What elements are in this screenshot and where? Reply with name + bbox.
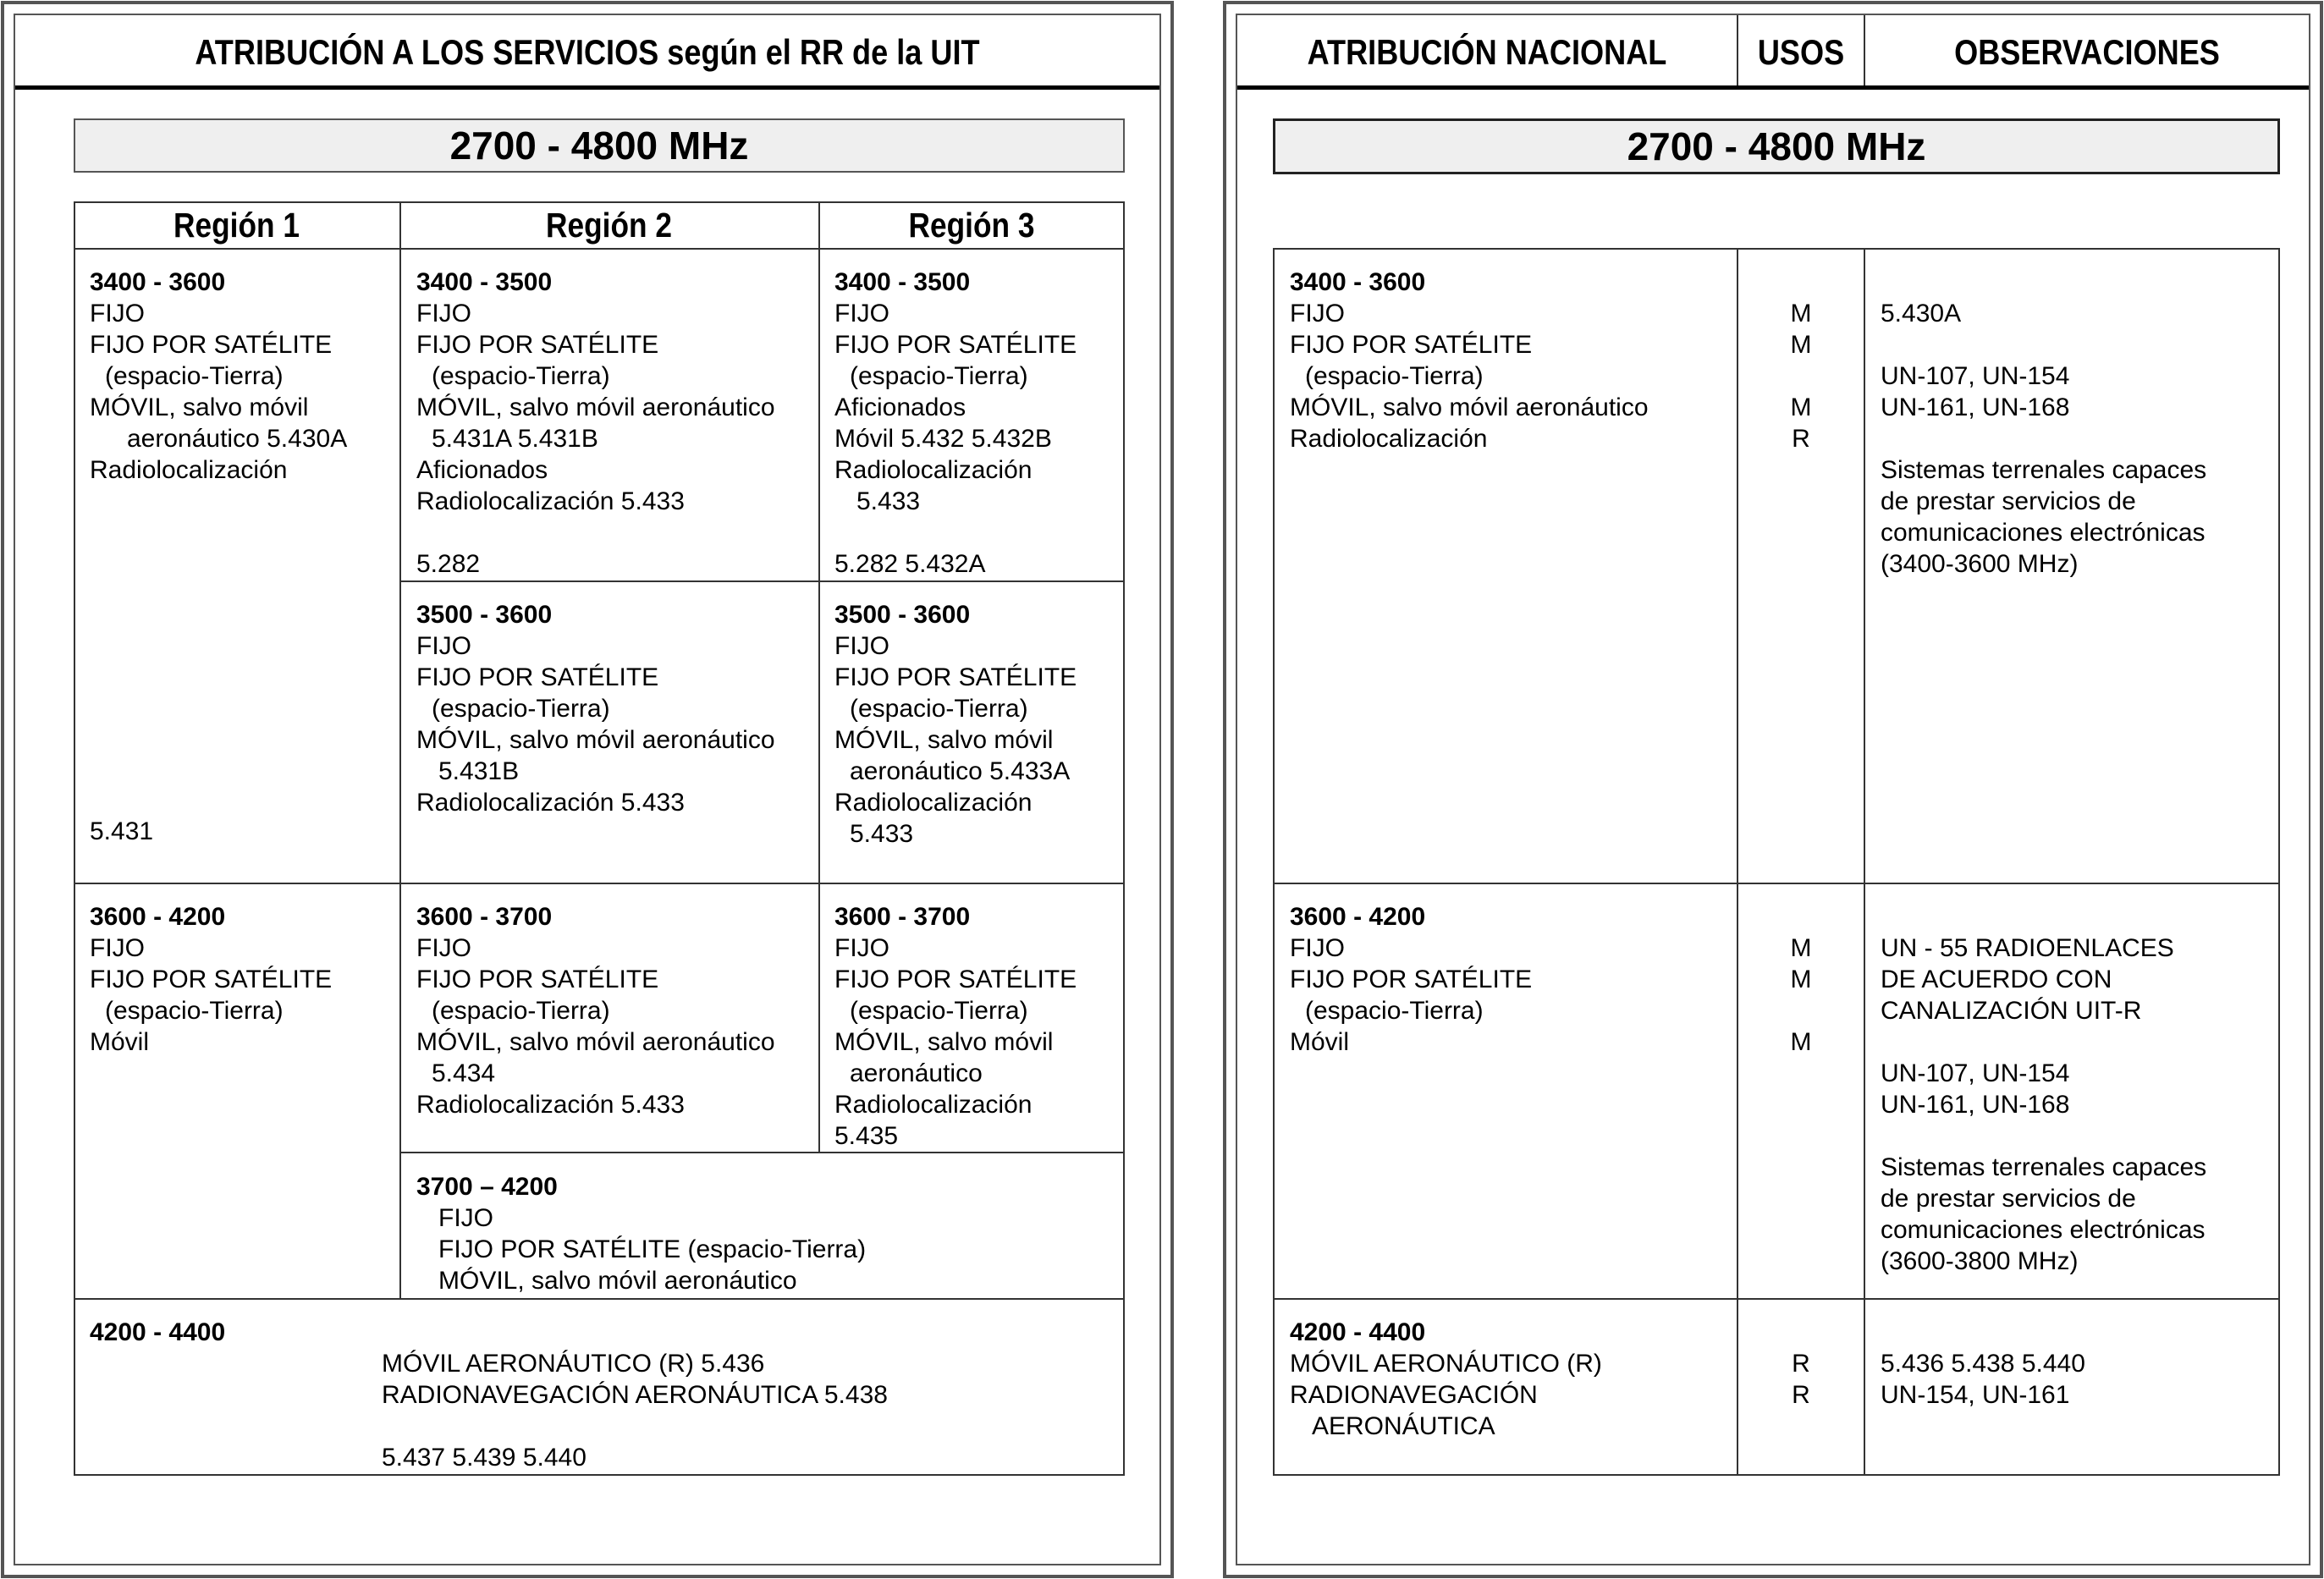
band-range: 3400 - 3500 xyxy=(834,268,971,296)
r1-3600-4200-cell xyxy=(90,901,332,1058)
service-line: FIJO POR SATÉLITE xyxy=(90,331,333,359)
service-line: FIJO xyxy=(90,300,145,327)
national-3600-4200-cell xyxy=(1290,901,1532,1058)
service-line: FIJO xyxy=(416,300,471,327)
service-line: Móvil xyxy=(90,1028,150,1056)
use-code: R xyxy=(1792,1350,1810,1378)
service-line: Aficionados xyxy=(416,456,548,484)
right-band-header: 2700 - 4800 MHz xyxy=(1273,118,2280,174)
obs-line: 5.430A xyxy=(1881,300,1962,327)
footnote: 5.282 5.432A xyxy=(834,550,986,578)
service-line: Móvil xyxy=(1290,1028,1350,1056)
r23-3700-4200-cell xyxy=(416,1171,866,1296)
r2-3600-3700-cell xyxy=(416,901,775,1120)
service-line: MÓVIL, salvo móvil aeronáutico xyxy=(416,1028,775,1056)
service-line: FIJO POR SATÉLITE (espacio-Tierra) xyxy=(438,1235,867,1263)
service-line: MÓVIL, salvo móvil aeronáutico xyxy=(1290,393,1649,421)
obs-line xyxy=(1881,423,2206,454)
header-divider-2 xyxy=(1864,15,1865,86)
service-line: FIJO POR SATÉLITE xyxy=(416,966,659,993)
national-3400-3600-uses xyxy=(1738,298,1864,454)
service-line: MÓVIL, salvo móvil xyxy=(834,1028,1054,1056)
footnote: 5.437 5.439 5.440 xyxy=(382,1444,587,1472)
obs-line: UN-154, UN-161 xyxy=(1881,1381,2070,1409)
row-divider-r23-c xyxy=(399,1152,1125,1153)
r2-3500-3600-cell xyxy=(416,599,775,818)
r1-3400-3600-cell xyxy=(90,267,347,486)
band-range: 3700 – 4200 xyxy=(416,1173,558,1201)
national-allocation-header: ATRIBUCIÓN NACIONAL xyxy=(1307,32,1667,72)
service-line: FIJO POR SATÉLITE xyxy=(834,663,1077,691)
service-line: FIJO xyxy=(416,934,471,962)
region-1-header: Región 1 xyxy=(173,205,300,245)
left-band-header: 2700 - 4800 MHz xyxy=(74,118,1125,173)
service-line: FIJO xyxy=(834,300,889,327)
region-2-header: Región 2 xyxy=(546,205,672,245)
service-line: FIJO POR SATÉLITE xyxy=(90,966,333,993)
service-line: aeronáutico 5.433A xyxy=(850,757,1071,785)
use-code: M xyxy=(1790,966,1812,993)
service-line: Radiolocalización 5.433 xyxy=(416,487,685,515)
service-line: FIJO POR SATÉLITE xyxy=(834,331,1077,359)
left-panel-title: ATRIBUCIÓN A LOS SERVICIOS según el RR de la UIT xyxy=(195,32,980,72)
service-line: FIJO xyxy=(416,632,471,660)
service-line: MÓVIL AERONÁUTICO (R) 5.436 xyxy=(382,1350,765,1378)
service-line: FIJO xyxy=(438,1204,493,1232)
national-row-divider-1 xyxy=(1273,883,2280,884)
r1-3400-footnote: 5.431 xyxy=(90,817,154,845)
row-divider-r23-a xyxy=(399,580,1125,582)
service-line: Radiolocalización xyxy=(1290,425,1488,453)
service-line: 5.434 xyxy=(432,1059,496,1087)
national-col-divider-2 xyxy=(1864,248,1865,1476)
service-line: Radiolocalización xyxy=(834,1091,1033,1119)
service-line: (espacio-Tierra) xyxy=(432,362,610,390)
use-code: M xyxy=(1790,393,1812,421)
use-code: M xyxy=(1790,934,1812,962)
band-range: 3600 - 4200 xyxy=(90,903,226,931)
col-divider-2 xyxy=(818,201,820,1153)
band-range: 3400 - 3500 xyxy=(416,268,553,296)
col-divider-1 xyxy=(399,201,401,1300)
all-4200-4400-cell xyxy=(382,1348,888,1473)
service-line: (espacio-Tierra) xyxy=(105,362,284,390)
r2-3400-3500-cell xyxy=(416,267,775,580)
national-3600-4200-uses xyxy=(1738,933,1864,1058)
service-line: RADIONAVEGACIÓN AERONÁUTICA 5.438 xyxy=(382,1381,888,1409)
service-line: Aficionados xyxy=(834,393,966,421)
right-title-rule xyxy=(1237,85,2309,90)
service-line: MÓVIL, salvo móvil xyxy=(90,393,309,421)
national-4200-4400-cell xyxy=(1290,1317,1602,1442)
row-divider-a xyxy=(74,883,1125,884)
band-range: 3600 - 3700 xyxy=(834,903,971,931)
service-line: 5.431B xyxy=(438,757,520,785)
national-4200-4400-obs xyxy=(1881,1348,2085,1411)
service-line: (espacio-Tierra) xyxy=(850,997,1028,1025)
service-line: MÓVIL, salvo móvil xyxy=(834,726,1054,754)
obs-line: de prestar servicios de xyxy=(1881,1185,2136,1213)
obs-line: (3600-3800 MHz) xyxy=(1881,1247,2079,1275)
obs-line xyxy=(1881,329,2206,360)
service-line: MÓVIL AERONÁUTICO (R) xyxy=(1290,1350,1602,1378)
service-line: FIJO xyxy=(1290,300,1345,327)
band-range: 3500 - 3600 xyxy=(834,601,971,629)
r3-3600-3700-cell xyxy=(834,901,1077,1152)
band-range: 3500 - 3600 xyxy=(416,601,553,629)
service-line: FIJO xyxy=(834,632,889,660)
obs-line: DE ACUERDO CON xyxy=(1881,966,2112,993)
obs-line: 5.436 5.438 5.440 xyxy=(1881,1350,2085,1378)
obs-line: (3400-3600 MHz) xyxy=(1881,550,2079,578)
service-line: MÓVIL, salvo móvil aeronáutico xyxy=(416,393,775,421)
service-line: (espacio-Tierra) xyxy=(1305,997,1484,1025)
service-line: aeronáutico xyxy=(850,1059,983,1087)
obs-line: comunicaciones electrónicas xyxy=(1881,519,2206,547)
observations-header: OBSERVACIONES xyxy=(1954,32,2220,72)
service-line: Radiolocalización 5.433 xyxy=(416,1091,685,1119)
service-line: FIJO xyxy=(834,934,889,962)
obs-line: CANALIZACIÓN UIT-R xyxy=(1881,997,2142,1025)
obs-line xyxy=(1881,1026,2206,1058)
use-code: M xyxy=(1790,1028,1812,1056)
service-line: Radiolocalización 5.433 xyxy=(416,789,685,817)
use-code: R xyxy=(1792,1381,1810,1409)
service-line: (espacio-Tierra) xyxy=(105,997,284,1025)
use-code xyxy=(1738,995,1864,1026)
band-range: 3600 - 3700 xyxy=(416,903,553,931)
service-line: 5.431A 5.431B xyxy=(432,425,598,453)
service-line: 5.435 xyxy=(834,1122,899,1150)
uses-header: USOS xyxy=(1757,32,1845,72)
obs-line: Sistemas terrenales capaces xyxy=(1881,1153,2207,1181)
service-line: (espacio-Tierra) xyxy=(850,362,1028,390)
obs-line: UN-161, UN-168 xyxy=(1881,393,2070,421)
service-line: (espacio-Tierra) xyxy=(432,997,610,1025)
service-line: FIJO POR SATÉLITE xyxy=(416,331,659,359)
band-range: 3400 - 3600 xyxy=(1290,268,1426,296)
service-line: Radiolocalización xyxy=(834,789,1033,817)
service-line: (espacio-Tierra) xyxy=(432,695,610,723)
left-title-rule xyxy=(15,85,1159,90)
r3-3500-3600-cell xyxy=(834,599,1077,850)
service-line: 5.433 xyxy=(850,820,914,848)
obs-line: UN-107, UN-154 xyxy=(1881,1059,2070,1087)
obs-line: Sistemas terrenales capaces xyxy=(1881,456,2207,484)
service-line: 5.433 xyxy=(856,487,921,515)
service-line: Móvil 5.432 5.432B xyxy=(834,425,1052,453)
r3-3400-3500-cell xyxy=(834,267,1077,580)
use-code: M xyxy=(1790,300,1812,327)
national-4200-4400-uses xyxy=(1738,1348,1864,1411)
service-line: aeronáutico 5.430A xyxy=(127,425,348,453)
obs-line: UN-161, UN-168 xyxy=(1881,1091,2070,1119)
national-3600-4200-obs xyxy=(1881,933,2206,1277)
service-line: MÓVIL, salvo móvil aeronáutico xyxy=(438,1267,797,1295)
obs-line: UN - 55 RADIOENLACES xyxy=(1881,934,2174,962)
service-line: MÓVIL, salvo móvil aeronáutico xyxy=(416,726,775,754)
national-3400-3600-cell xyxy=(1290,267,1649,454)
band-range: 3600 - 4200 xyxy=(1290,903,1426,931)
national-row-divider-2 xyxy=(1273,1298,2280,1300)
service-line: FIJO xyxy=(90,934,145,962)
all-4200-4400-range: 4200 - 4400 xyxy=(90,1318,226,1346)
service-line: (espacio-Tierra) xyxy=(850,695,1028,723)
use-code xyxy=(1738,360,1864,392)
service-line: (espacio-Tierra) xyxy=(1305,362,1484,390)
obs-line: de prestar servicios de xyxy=(1881,487,2136,515)
service-line: FIJO xyxy=(1290,934,1345,962)
obs-line: UN-107, UN-154 xyxy=(1881,362,2070,390)
service-line: FIJO POR SATÉLITE xyxy=(1290,331,1533,359)
header-divider-1 xyxy=(1737,15,1738,86)
footnote: 5.282 xyxy=(416,550,481,578)
band-range: 4200 - 4400 xyxy=(1290,1318,1426,1346)
region-3-header: Región 3 xyxy=(908,205,1035,245)
service-line: AERONÁUTICA xyxy=(1312,1412,1495,1440)
service-line: FIJO POR SATÉLITE xyxy=(1290,966,1533,993)
row-divider-d xyxy=(74,1298,1125,1300)
band-range: 3400 - 3600 xyxy=(90,268,226,296)
obs-line: comunicaciones electrónicas xyxy=(1881,1216,2206,1244)
service-line: FIJO POR SATÉLITE xyxy=(416,663,659,691)
obs-line xyxy=(1881,1120,2206,1152)
service-line: Radiolocalización xyxy=(90,456,288,484)
use-code: R xyxy=(1792,425,1810,453)
service-line: FIJO POR SATÉLITE xyxy=(834,966,1077,993)
service-line: Radiolocalización xyxy=(834,456,1033,484)
service-line: RADIONAVEGACIÓN xyxy=(1290,1381,1538,1409)
national-3400-3600-obs xyxy=(1881,298,2206,580)
use-code: M xyxy=(1790,331,1812,359)
